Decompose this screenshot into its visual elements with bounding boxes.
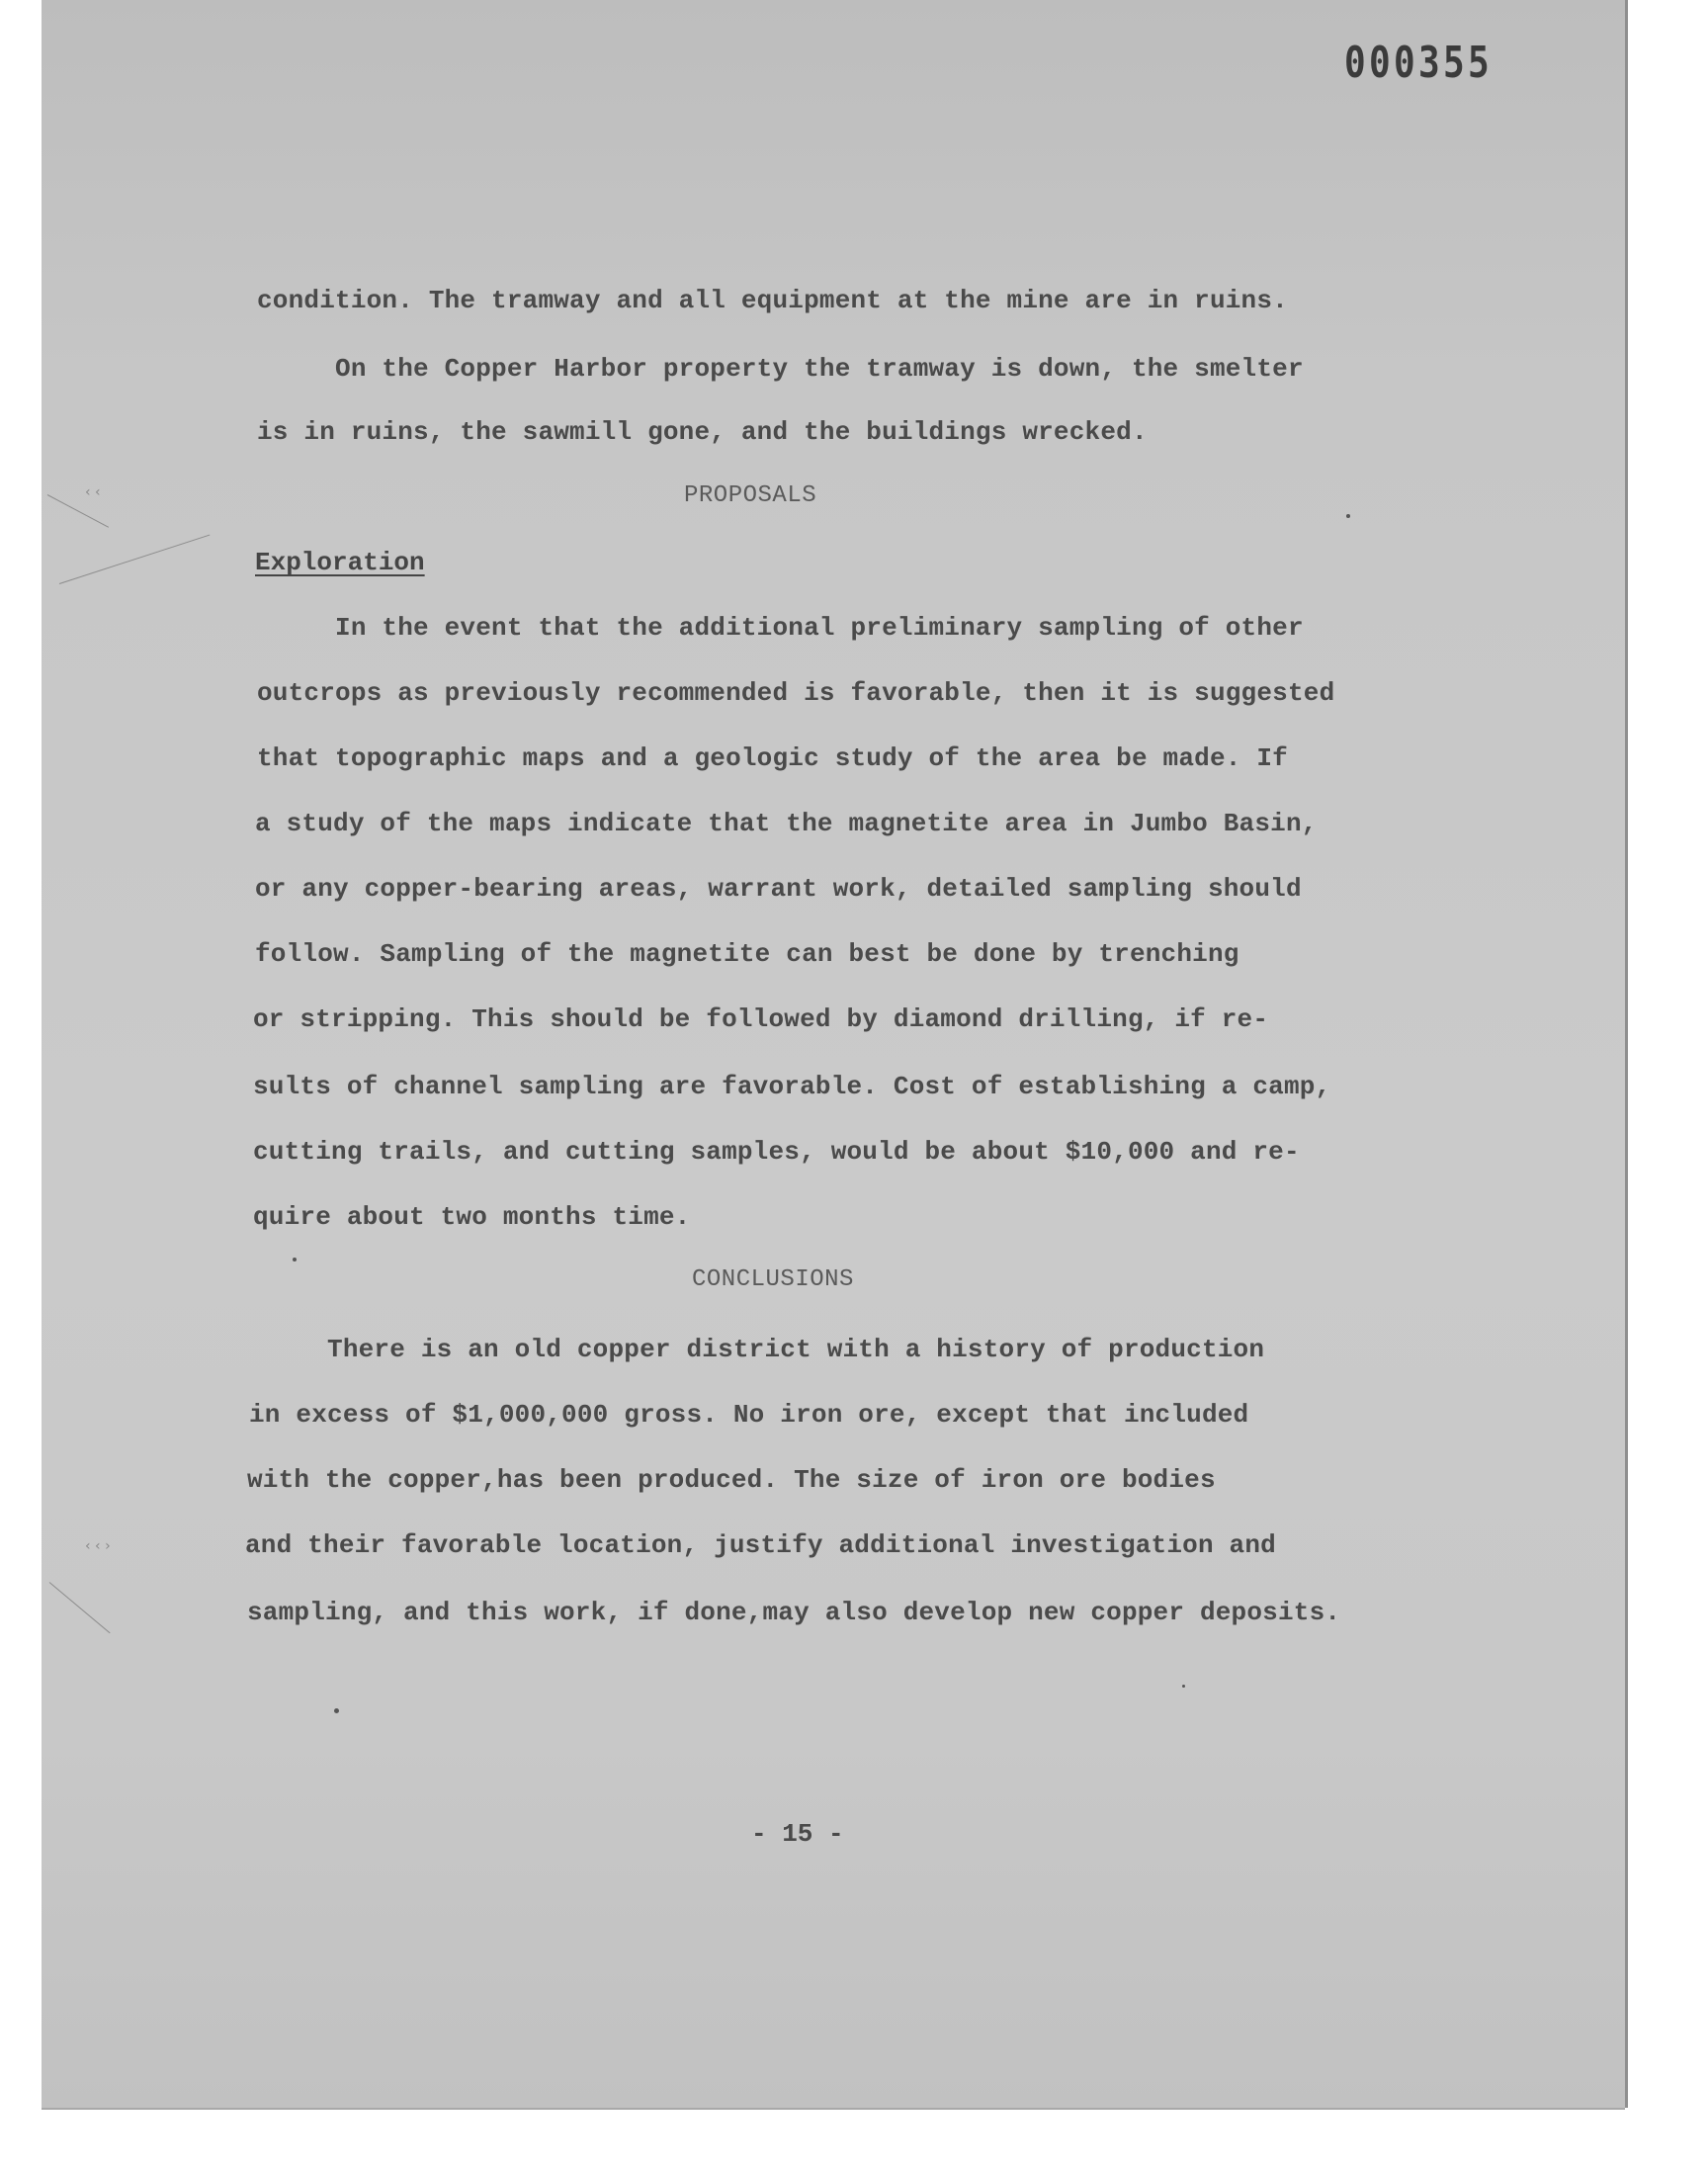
conclusions-line-1: There is an old copper district with a history of production bbox=[249, 1335, 1265, 1364]
scan-speck bbox=[334, 1708, 339, 1713]
conclusions-line-2: in excess of $1,000,000 gross. No iron ore, except that included bbox=[249, 1400, 1249, 1430]
exploration-line-7: or stripping. This should be followed by diamond drilling, if re- bbox=[253, 1004, 1269, 1034]
exploration-heading: Exploration bbox=[255, 548, 425, 577]
conclusions-line-5: sampling, and this work, if done,may also develop new copper deposits. bbox=[247, 1598, 1341, 1627]
exploration-line-8: sults of channel sampling are favorable. Cost of establishing a camp, bbox=[253, 1072, 1331, 1101]
exploration-line-5: or any copper-bearing areas, warrant work, detailed sampling should bbox=[255, 874, 1302, 904]
scan-speck bbox=[293, 1258, 297, 1262]
margin-mark: ‹ ‹ bbox=[85, 484, 101, 500]
scan-speck bbox=[1182, 1685, 1185, 1688]
exploration-line-9: cutting trails, and cutting samples, would be about $10,000 and re- bbox=[253, 1137, 1300, 1167]
exploration-line-3: that topographic maps and a geologic study of the area be made. If bbox=[257, 743, 1288, 773]
margin-mark: ‹ ‹ › bbox=[85, 1538, 111, 1554]
body-line-1: condition. The tramway and all equipment at the mine are in ruins. bbox=[257, 286, 1288, 315]
body-line-2: On the Copper Harbor property the tramway is down, the smelter bbox=[257, 354, 1304, 384]
conclusions-line-3: with the copper,has been produced. The size of iron ore bodies bbox=[247, 1465, 1216, 1495]
page-edge-shadow bbox=[1625, 0, 1628, 2108]
body-line-3: is in ruins, the sawmill gone, and the buildings wrecked. bbox=[257, 417, 1148, 447]
conclusions-line-4: and their favorable location, justify additional investigation and bbox=[245, 1530, 1276, 1560]
page-number: - 15 - bbox=[751, 1819, 844, 1849]
exploration-line-1: In the event that the additional preliminary sampling of other bbox=[257, 613, 1304, 643]
document-number: 000355 bbox=[1344, 38, 1494, 88]
conclusions-heading: CONCLUSIONS bbox=[692, 1266, 854, 1293]
scan-speck bbox=[1346, 514, 1350, 518]
exploration-line-10: quire about two months time. bbox=[253, 1202, 691, 1232]
exploration-line-2: outcrops as previously recommended is favorable, then it is suggested bbox=[257, 678, 1335, 708]
exploration-line-6: follow. Sampling of the magnetite can best be done by trenching bbox=[255, 939, 1239, 969]
exploration-line-4: a study of the maps indicate that the magnetite area in Jumbo Basin, bbox=[255, 809, 1318, 838]
proposals-heading: PROPOSALS bbox=[684, 482, 817, 509]
